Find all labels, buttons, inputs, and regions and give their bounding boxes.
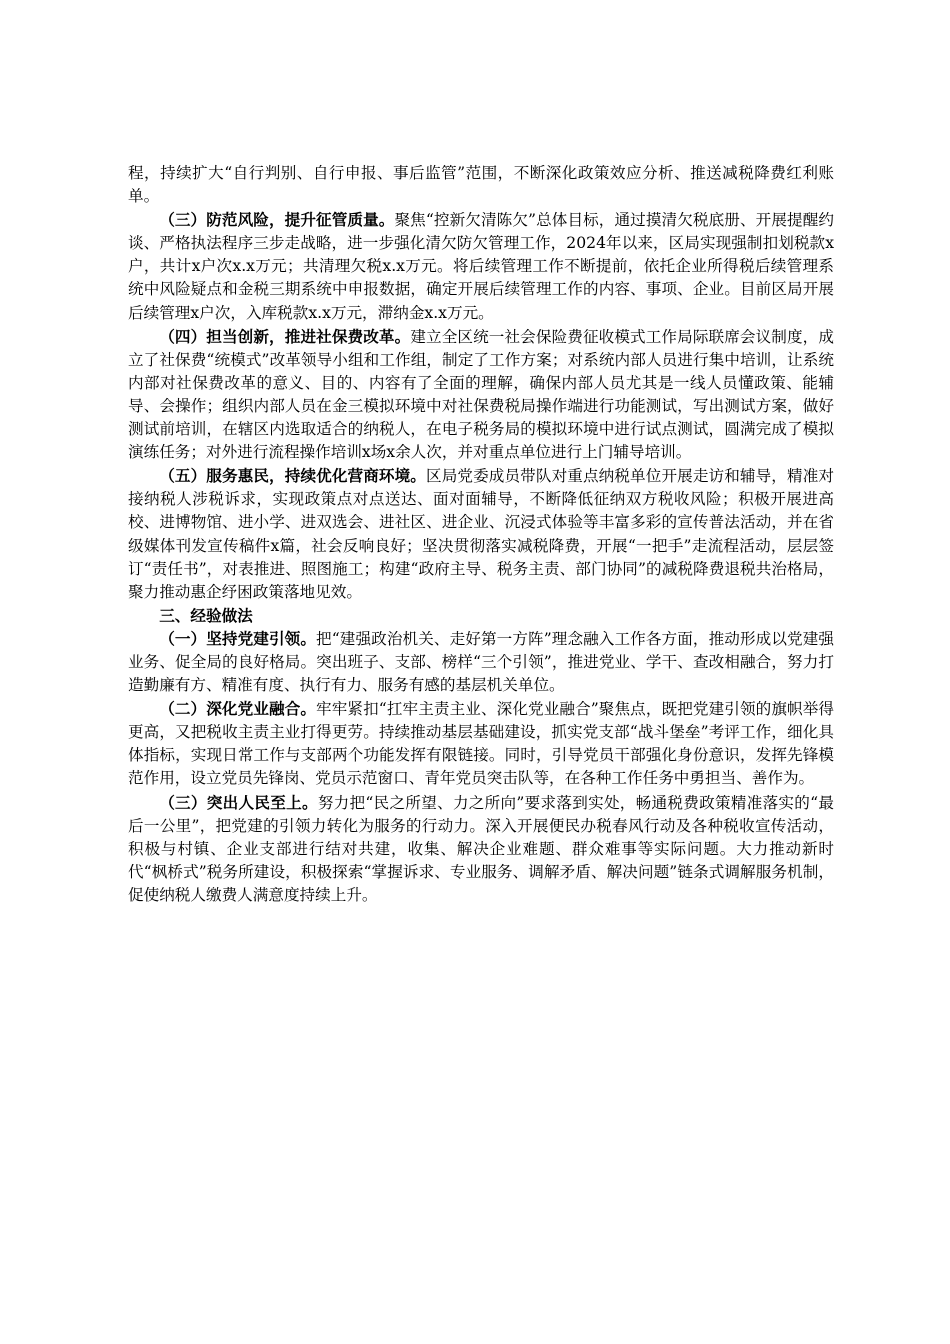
paragraph-social-security-reform bbox=[128, 325, 834, 465]
paragraph-lead: （五）服务惠民，持续优化营商环境。 bbox=[159, 466, 427, 486]
paragraph-party-business-integration bbox=[128, 697, 834, 790]
paragraph-lead: （一）坚持党建引领。 bbox=[159, 628, 317, 648]
paragraph-lead: （二）深化党业融合。 bbox=[159, 699, 317, 719]
paragraph-lead: （四）担当创新，推进社保费改革。 bbox=[159, 326, 411, 346]
paragraph-body: 把“建强政治机关、走好第一方阵”理念融入工作各方面，推动形成以党建强业务、促全局的良好格局。突出班子、支部、榜样“三个引领”，推进党业、学干、查改相融合，努力打造勤廉有方、精准有度、执行有力、服务有感的基层机关单位。 bbox=[128, 629, 834, 695]
paragraph-business-environment bbox=[128, 464, 834, 604]
paragraph-body: 努力把“民之所望、力之所向”要求落到实处，畅通税费政策精准落实的“最后一公里”，把党建的引领力转化为服务的行动力。深入开展便民办税春风行动及各种税收宣传活动，积极与村镇、企业支部进行结对共建，收集、解决企业难题、群众难事等实际问题。大力推动新时代“枫桥式”税务所建设，积极探索“掌握诉求、专业服务、调解矛盾、解决问题”链条式调解服务机制，促使纳税人缴费人满意度持续上升。 bbox=[128, 793, 834, 904]
paragraph-body: 牢牢紧扣“扛牢主责主业、深化党业融合”聚焦点，既把党建引领的旗帜举得更高，又把税收主责主业打得更劳。持续推动基层基础建设，抓实党支部“战斗堡垒”考评工作，细化具体指标，实现日常工作与支部两个功能发挥有限链接。同时，引导党员干部强化身份意识，发挥先锋模范作用，设立党员先锋岗、党员示范窗口、青年党员突击队等，在各种工作任务中勇担当、善作为。 bbox=[128, 700, 834, 788]
continuation-paragraph: 程，持续扩大“自行判别、自行申报、事后监管”范围，不断深化政策效应分析、推送减税降费红利账单。 bbox=[128, 164, 834, 206]
document-page bbox=[128, 162, 834, 907]
paragraph-body: 区局党委成员带队对重点纳税单位开展走访和辅导，精准对接纳税人涉税诉求，实现政策点对点送达、面对面辅导，不断降低征纳双方税收风险；积极开展进高校、进博物馆、进小学、进双选会、进社区、进企业、沉浸式体验等丰富多彩的宣传普法活动，并在省级媒体刊发宣传稿件x篇，社会反响良好；坚决贯彻落实减税降费，开展“一把手”走流程活动，层层签订“责任书”，对表推进、照图施工；构建“政府主导、税务主责、部门协同”的减税降费退税共治格局，聚力推动惠企纾困政策落地见效。 bbox=[128, 467, 834, 601]
section-heading-experience: 三、经验做法 bbox=[159, 605, 253, 625]
paragraph-body: 建立全区统一社会保险费征收模式工作局际联席会议制度，成立了社保费“统模式”改革领导小组和工作组，制定了工作方案；对系统内部人员进行集中培训，让系统内部对社保费改革的意义、目的、内容有了全面的理解，确保内部人员尤其是一线人员懂政策、能辅导、会操作；组织内部人员在金三模拟环境中对社保费税局操作端进行功能测试，写出测试方案，做好测试前培训，在辖区内选取适合的纳税人，在电子税务局的模拟环境中进行试点测试，圆满完成了模拟演练任务；对外进行流程操作培训x场x余人次，并对重点单位进行上门辅导培训。 bbox=[128, 327, 834, 462]
paragraph-party-leadership bbox=[128, 627, 834, 697]
paragraph-body: 聚焦“控新欠清陈欠”总体目标，通过摸清欠税底册、开展提醒约谈、严格执法程序三步走战略，进一步强化清欠防欠管理工作，2024年以来，区局实现强制扣划税款x户，共计x户次x.x万元；共清理欠税x.x万元。将后续管理工作不断提前，依托企业所得税后续管理系统中风险疑点和金税三期系统中申报数据，确定开展后续管理工作的内容、事项、企业。目前区局开展后续管理x户次，入库税款x.x万元，滞纳金x.x万元。 bbox=[128, 211, 834, 322]
paragraph-lead: （三）防范风险，提升征管质量。 bbox=[159, 210, 395, 230]
paragraph-risk-prevention bbox=[128, 208, 834, 324]
paragraph-people-first bbox=[128, 791, 834, 907]
paragraph-lead: （三）突出人民至上。 bbox=[159, 792, 318, 812]
